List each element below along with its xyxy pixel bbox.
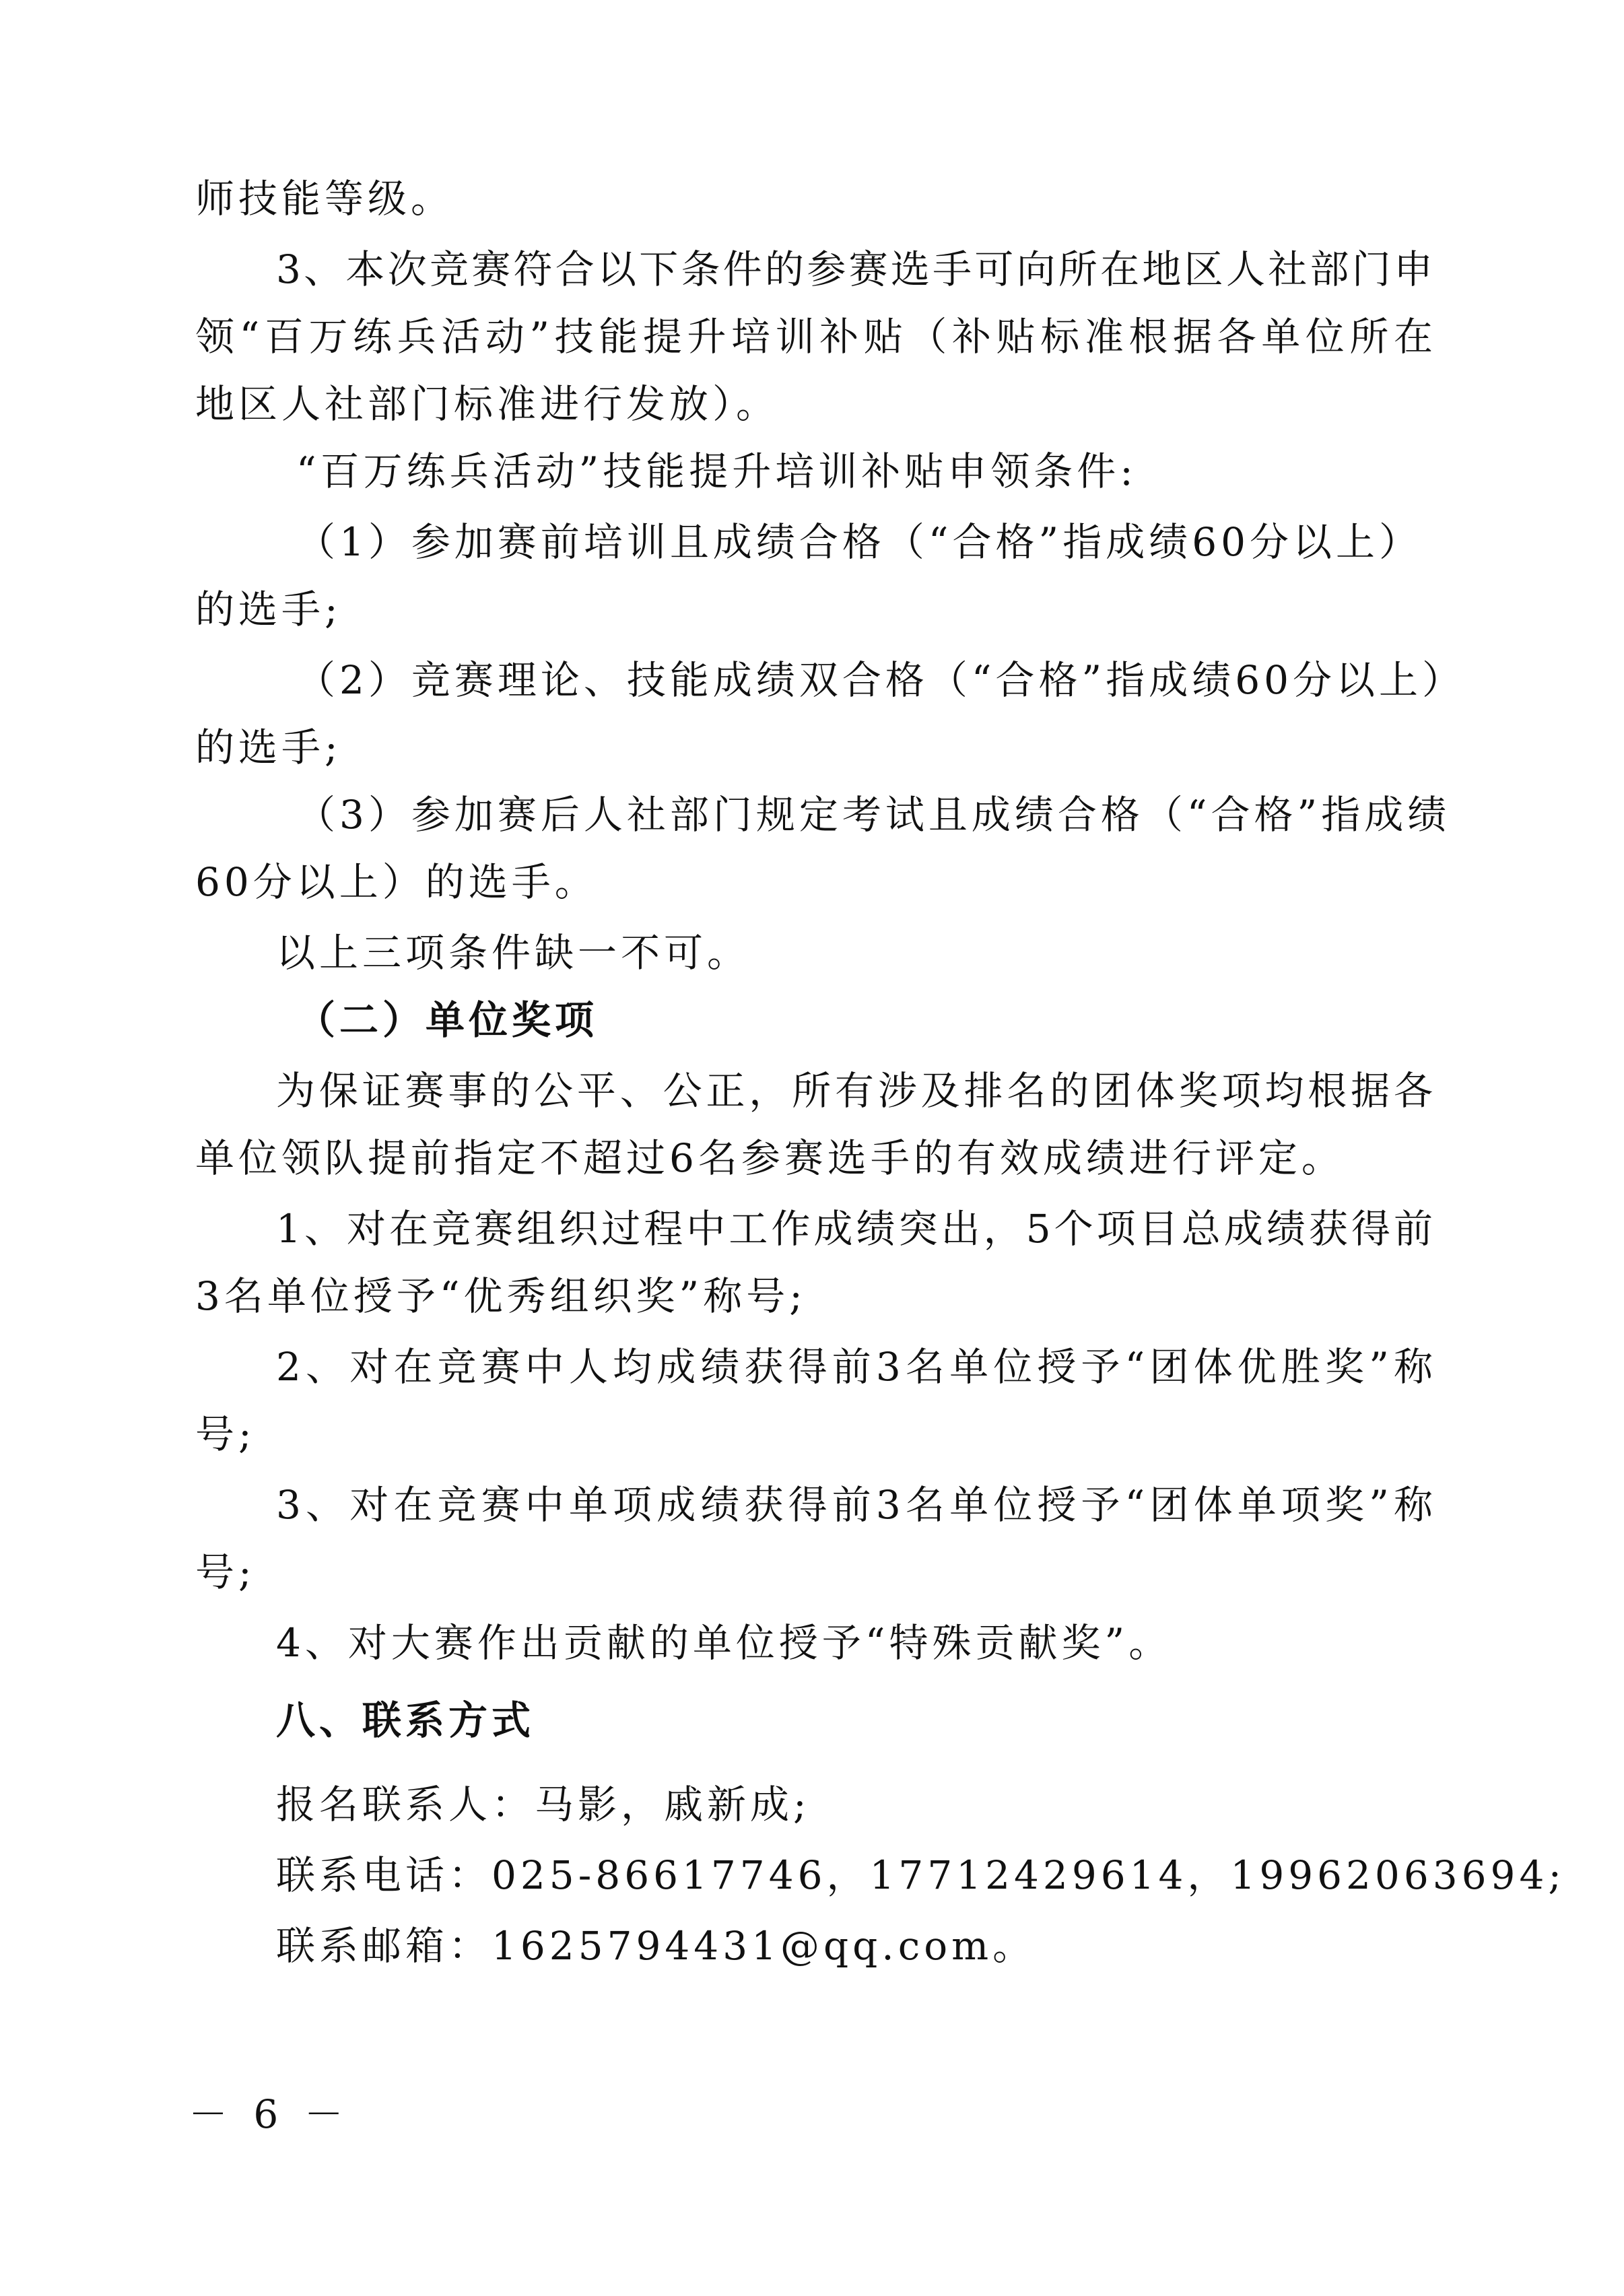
paragraph-line: “百万练兵活动”技能提升培训补贴申领条件: bbox=[296, 448, 1137, 494]
contact-line: 联系电话：025-86617746，17712429614，19962063694; bbox=[276, 1852, 1565, 1898]
paragraph-line: （3）参加赛后人社部门规定考试且成绩合格（“合格”指成绩 bbox=[296, 792, 1451, 838]
paragraph-line: （1）参加赛前培训且成绩合格（“合格”指成绩60分以上） bbox=[296, 519, 1423, 565]
paragraph-line: 的选手; bbox=[195, 586, 342, 632]
paragraph-line: 领“百万练兵活动”技能提升培训补贴（补贴标准根据各单位所在 bbox=[195, 314, 1434, 360]
paragraph-line: 3、本次竞赛符合以下条件的参赛选手可向所在地区人社部门申 bbox=[276, 246, 1434, 292]
paragraph-line: 60分以上）的选手。 bbox=[195, 859, 598, 905]
contact-line: 联系邮箱：1625794431@qq.com。 bbox=[276, 1923, 1036, 1969]
page-number: － 6 － bbox=[189, 2091, 350, 2137]
section-heading: （二）单位奖项 bbox=[296, 997, 599, 1043]
paragraph-line: 2、对在竞赛中人均成绩获得前3名单位授予“团体优胜奖”称 bbox=[276, 1344, 1434, 1390]
paragraph-line: 号; bbox=[195, 1411, 256, 1457]
paragraph-line: 单位领队提前指定不超过6名参赛选手的有效成绩进行评定。 bbox=[195, 1135, 1345, 1181]
paragraph-line: 3名单位授予“优秀组织奖”称号; bbox=[195, 1273, 807, 1319]
paragraph-line: 的选手; bbox=[195, 724, 342, 770]
paragraph-line: 为保证赛事的公平、公正，所有涉及排名的团体奖项均根据各 bbox=[276, 1068, 1434, 1114]
paragraph-line: 师技能等级。 bbox=[195, 176, 454, 222]
paragraph-line: 以上三项条件缺一不可。 bbox=[276, 930, 751, 976]
paragraph-line: （2）竞赛理论、技能成绩双合格（“合格”指成绩60分以上） bbox=[296, 657, 1466, 703]
paragraph-line: 1、对在竞赛组织过程中工作成绩突出，5个项目总成绩获得前 bbox=[276, 1206, 1434, 1252]
paragraph-line: 3、对在竞赛中单项成绩获得前3名单位授予“团体单项奖”称 bbox=[276, 1482, 1434, 1528]
paragraph-line: 号; bbox=[195, 1549, 256, 1595]
paragraph-line: 4、对大赛作出贡献的单位授予“特殊贡献奖”。 bbox=[276, 1620, 1172, 1666]
section-heading: 八、联系方式 bbox=[276, 1697, 535, 1743]
paragraph-line: 地区人社部门标准进行发放）。 bbox=[195, 381, 780, 427]
contact-line: 报名联系人：马影，戚新成; bbox=[276, 1782, 811, 1827]
